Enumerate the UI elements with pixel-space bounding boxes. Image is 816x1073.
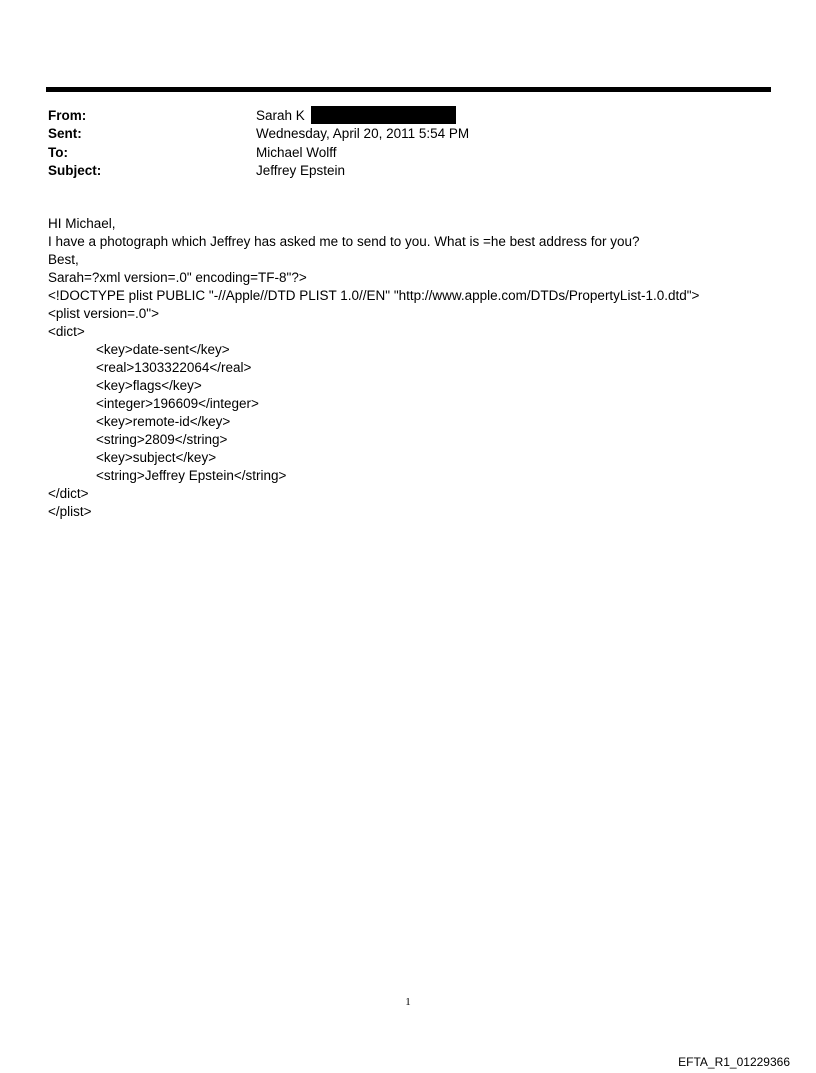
body-line: <key>flags</key> <box>96 378 202 393</box>
page-number: 1 <box>405 996 411 1008</box>
body-line: HI Michael, <box>48 216 116 231</box>
body-line: Sarah=?xml version=.0" encoding=TF-8"?> <box>48 270 307 285</box>
from-label: From: <box>48 107 87 123</box>
header-rule <box>46 87 771 92</box>
body-line: <string>2809</string> <box>96 432 228 447</box>
body-line: <plist version=.0"> <box>48 306 159 321</box>
to-value: Michael Wolff <box>256 144 337 160</box>
sent-value: Wednesday, April 20, 2011 5:54 PM <box>256 126 470 142</box>
bates-number: EFTA_R1_01229366 <box>678 1055 790 1069</box>
from-value: Sarah K <box>256 107 305 123</box>
body-line: <!DOCTYPE plist PUBLIC "-//Apple//DTD PLIST 1.0//EN" "http://www.apple.com/DTDs/PropertyList-1.0.dtd"> <box>48 288 700 303</box>
to-label: To: <box>48 144 68 160</box>
body-line: I have a photograph which Jeffrey has asked me to send to you. What is =he best address for you? <box>48 234 640 249</box>
subject-label: Subject: <box>48 163 102 179</box>
body-line: <real>1303322064</real> <box>96 360 252 375</box>
to-row <box>48 143 748 162</box>
body-line: Best, <box>48 252 79 267</box>
email-body <box>48 215 788 521</box>
email-header <box>48 106 748 180</box>
subject-row <box>48 162 748 181</box>
body-line: </dict> <box>48 486 89 501</box>
body-line: <dict> <box>48 324 85 339</box>
body-line: <key>remote-id</key> <box>96 414 231 429</box>
body-line: <string>Jeffrey Epstein</string> <box>96 468 287 483</box>
sent-label: Sent: <box>48 126 82 142</box>
body-line: <key>subject</key> <box>96 450 217 465</box>
sent-row <box>48 125 748 144</box>
redaction-box <box>311 106 456 124</box>
body-line: <integer>196609</integer> <box>96 396 259 411</box>
subject-value: Jeffrey Epstein <box>256 163 346 179</box>
body-line: <key>date-sent</key> <box>96 342 230 357</box>
body-line: </plist> <box>48 504 92 519</box>
from-row <box>48 106 748 125</box>
from-value-wrap <box>256 106 456 124</box>
